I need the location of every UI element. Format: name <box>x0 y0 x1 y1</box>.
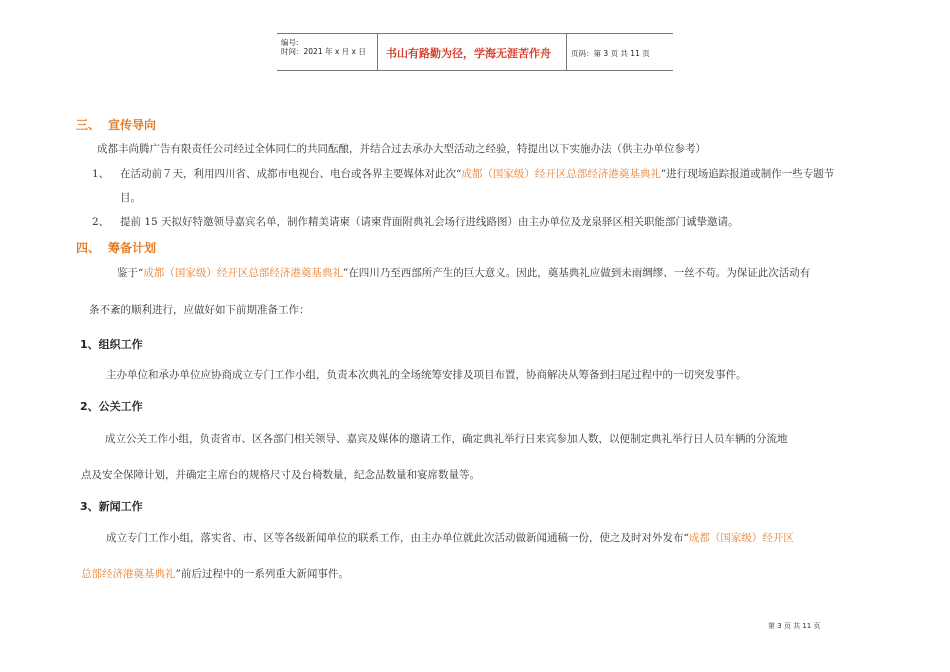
highlight-text: 成都（国家级）经开区 <box>688 532 794 544</box>
header-motto-cell <box>378 34 566 70</box>
header-page-info: 页码：第 3 页 共 11 页 <box>571 49 650 58</box>
text-span: 在活动前７天，利用四川省、成都市电视台、电台或各界主要媒体对此次“ <box>120 168 462 180</box>
section-title: 筹备计划 <box>108 241 157 255</box>
text-span: ”前后过程中的一系列重大新闻事件。 <box>175 568 349 580</box>
highlight-text: 成都（国家级）经开区总部经济港奠基典礼 <box>143 267 343 279</box>
text-span: 鉴于“ <box>117 267 144 279</box>
list-item-text <box>120 166 834 181</box>
header-meta-cell <box>277 34 377 70</box>
header-page-cell <box>567 34 673 70</box>
page-header <box>277 33 673 71</box>
subsection-title: 3、新闻工作 <box>80 500 143 513</box>
serial-label: 编号: <box>281 38 299 47</box>
text-span: ”在四川乃至西部所产生的巨大意义。因此，奠基典礼应做到未雨绸缪、一丝不苟。为保证此次活动有 <box>342 267 811 279</box>
paragraph-continuation: 条不紊的顺利进行，应做好如下前期准备工作： <box>89 304 310 316</box>
paragraph <box>106 530 794 545</box>
header-motto: 书山有路勤为径，学海无涯苦作舟 <box>386 47 551 60</box>
paragraph <box>117 265 810 280</box>
list-item-text: 提前 15 天拟好特邀领导嘉宾名单，制作精美请柬（请柬背面附典礼会场行进线路图）由主办单位及龙泉驿区相关职能部门诚挚邀请。 <box>120 216 739 228</box>
paragraph-continuation: 点及安全保障计划，并确定主席台的规格尺寸及台椅数量，纪念品数量和宴席数量等。 <box>81 469 480 481</box>
paragraph: 成都丰尚腾广告有限责任公司经过全体同仁的共同酝酿，并结合过去承办大型活动之经验，特提出以下实施办法（供主办单位参考） <box>97 143 706 155</box>
paragraph: 主办单位和承办单位应协商成立专门工作小组，负责本次典礼的全场统筹安排及项目布置，协商解决从筹备到扫尾过程中的一切突发事件。 <box>106 369 747 381</box>
subsection-title: 1、组织工作 <box>80 338 143 351</box>
highlight-text: 总部经济港奠基典礼 <box>81 568 176 580</box>
section-number: 三、 <box>76 118 101 132</box>
paragraph-continuation <box>81 566 349 581</box>
list-item-continuation: 目。 <box>120 192 141 204</box>
text-span: ”进行现场追踪报道或制作一些专题节 <box>660 168 835 180</box>
list-number: 1、 <box>92 168 110 180</box>
list-number: 2、 <box>92 216 110 228</box>
paragraph: 成立公关工作小组，负责省市、区各部门相关领导、嘉宾及媒体的邀请工作，确定典礼举行日来宾参加人数，以便制定典礼举行日人员车辆的分流地 <box>105 433 788 445</box>
subsection-title: 2、公关工作 <box>80 400 143 413</box>
header-date: 时间：2021 年 x 月 x 日 <box>281 47 366 56</box>
text-span: 成立专门工作小组，落实省、市、区等各级新闻单位的联系工作，由主办单位就此次活动做新闻通稿一份，使之及时对外发布“ <box>106 532 689 544</box>
page-footer: 第 3 页 共 11 页 <box>768 622 821 630</box>
highlight-text: 成都（国家级）经开区总部经济港奠基典礼 <box>461 168 661 180</box>
section-number: 四、 <box>76 241 101 255</box>
section-title: 宣传导向 <box>108 118 157 132</box>
